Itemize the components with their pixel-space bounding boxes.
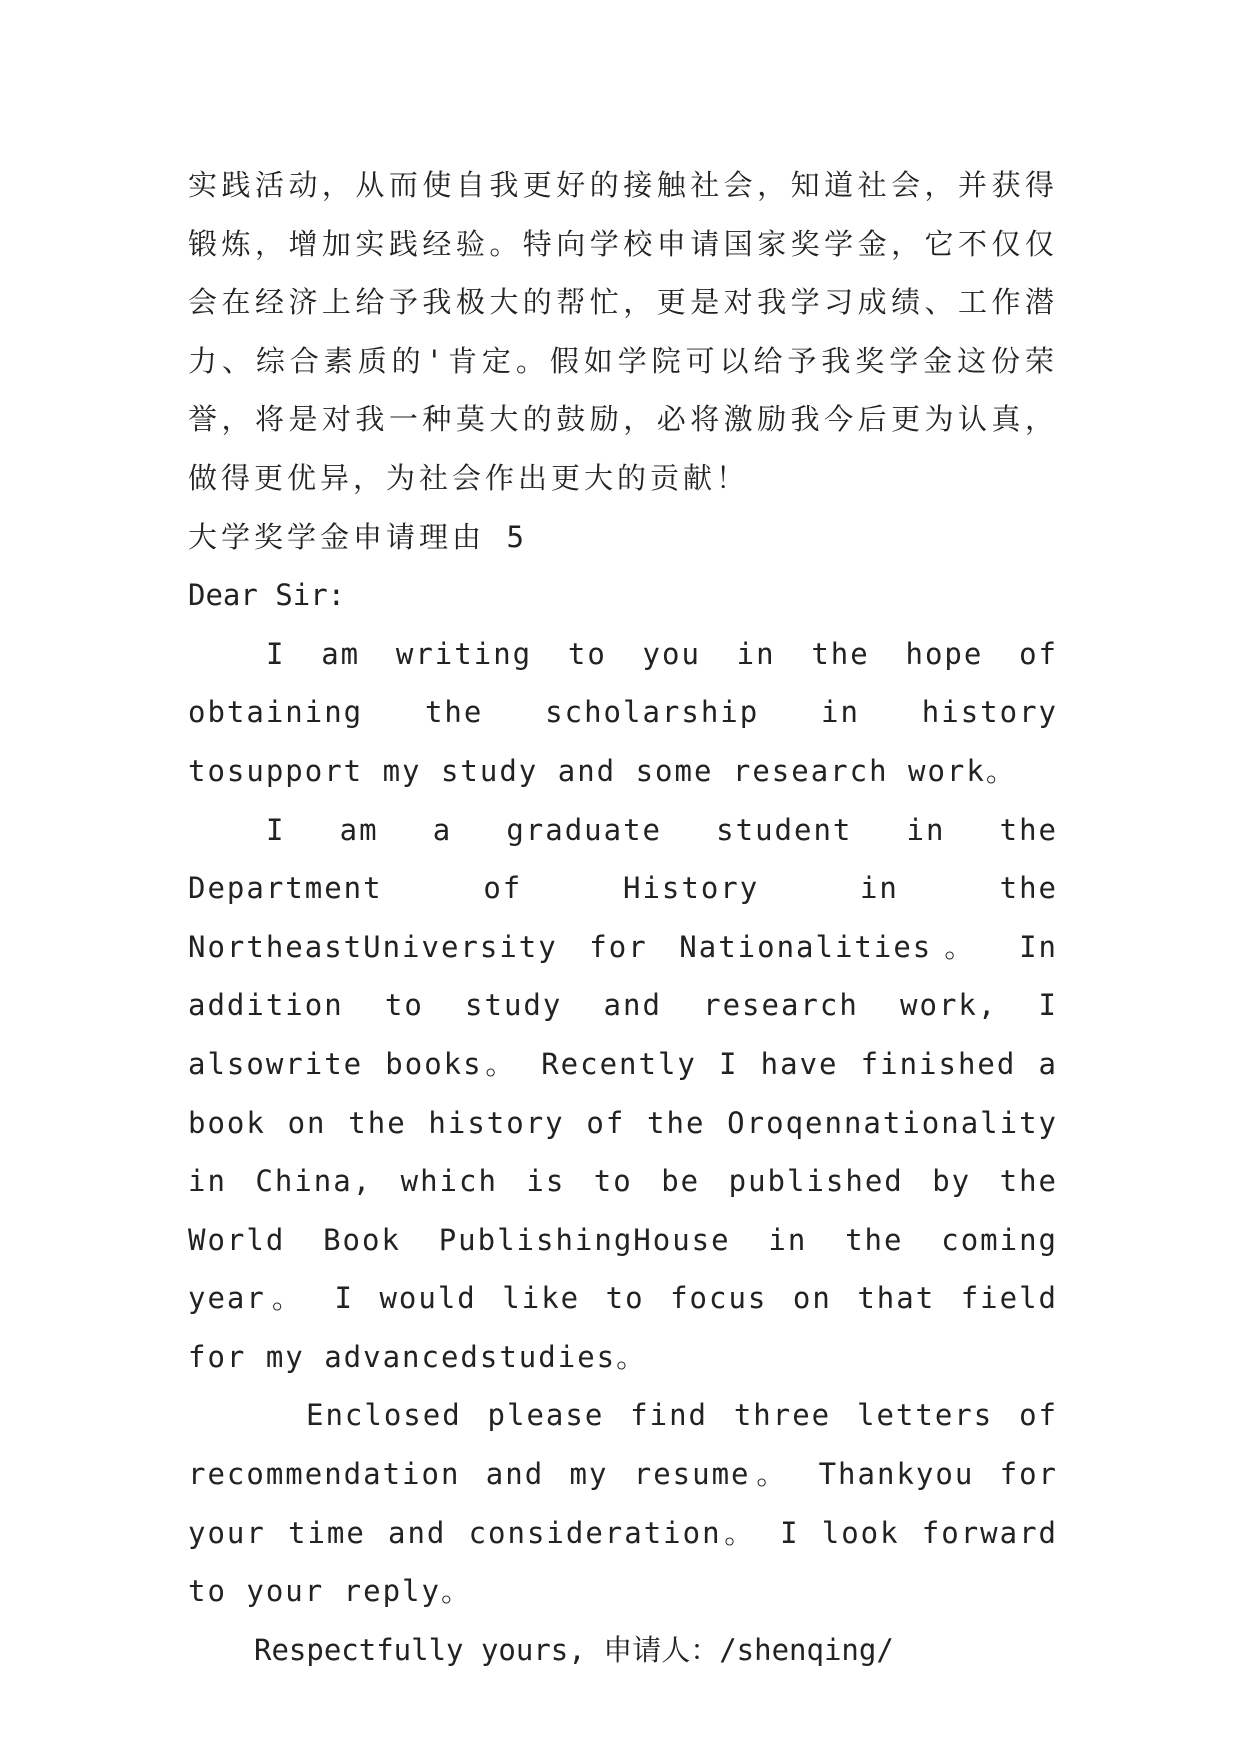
salutation: Dear Sir: bbox=[188, 578, 346, 613]
letter-paragraph-1: I am writing to you in the hope of obtaining the scholarship in history tosupport my study and some research work。 bbox=[188, 636, 1058, 788]
closing-signature: Respectfully yours, 申请人：/shenqing/ bbox=[254, 1632, 894, 1667]
section-title: 大学奖学金申请理由 5 bbox=[188, 519, 528, 554]
letter-paragraph-2: I am a graduate student in the Department of History in the NortheastUniversity for Nationalities。 In addition to study and research work, I alsowrite books。 Recently I have finished a book on the history of the Oroqennationality in China, which is to be published by the World Book PublishingHouse in the coming year。 I would like to focus on that field for my advancedstudies。 bbox=[188, 812, 1058, 1374]
paragraph-previous: 实践活动，从而使自我更好的接触社会，知道社会，并获得锻炼，增加实践经验。特向学校申请国家奖学金，它不仅仅会在经济上给予我极大的帮忙，更是对我学习成绩、工作潜力、综合素质的'肯定。假如学院可以给予我奖学金这份荣誉，将是对我一种莫大的鼓励，必将激励我今后更为认真，做得更优异，为社会作出更大的贡献！ bbox=[188, 168, 1058, 495]
letter-paragraph-3: Enclosed please find three letters of recommendation and my resume。 Thankyou for your time and consideration。 I look forward to your reply。 bbox=[188, 1398, 1058, 1609]
document-body bbox=[188, 156, 1058, 1679]
